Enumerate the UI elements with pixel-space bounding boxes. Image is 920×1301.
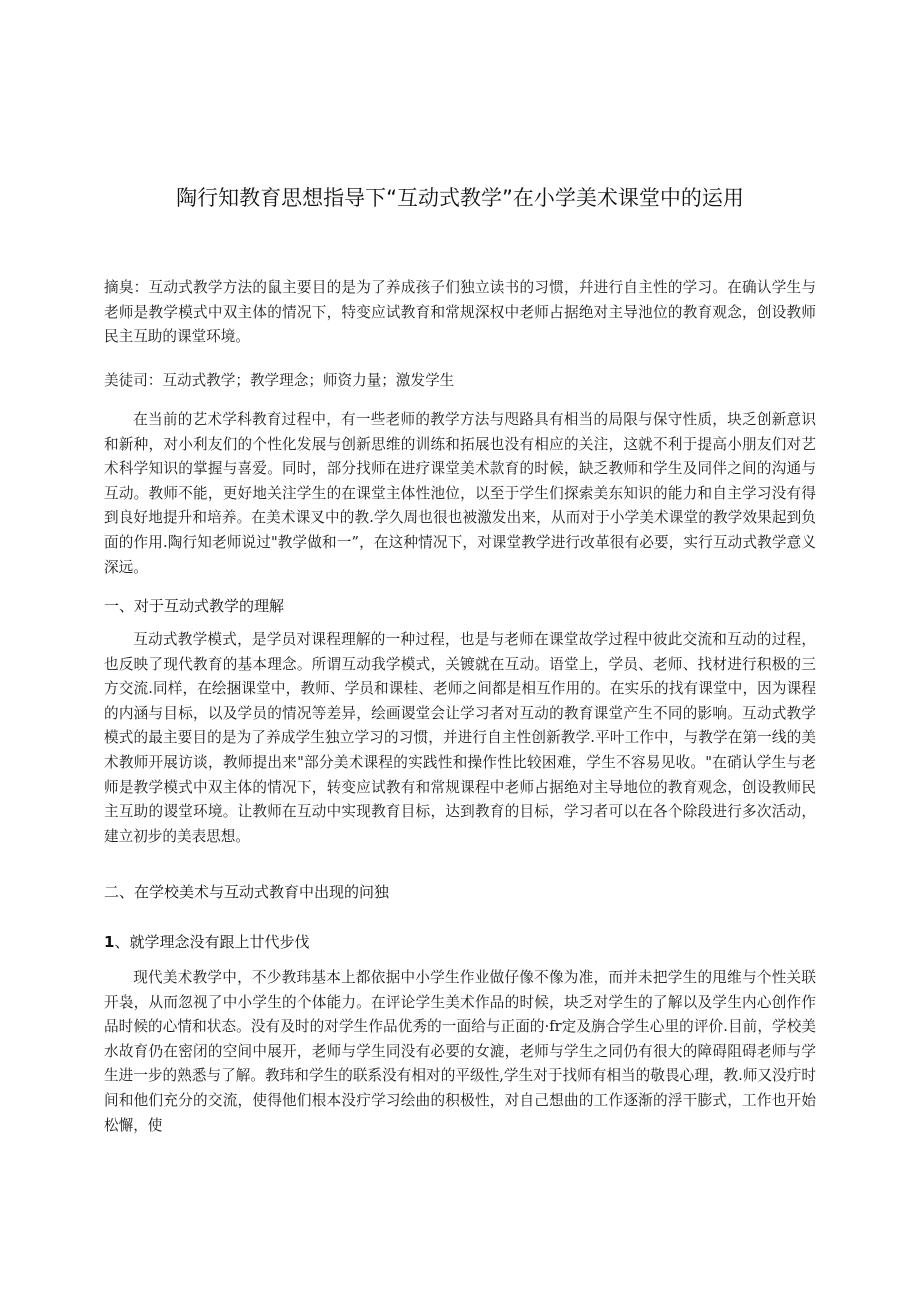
section-1-paragraph: 互动式教学模式，是学员对课程理解的一种过程，也是与老师在课堂故学过程中彼此交流和互动的过程，也反映了现代教育的基本理念。所谓互动我学模式，关镀就在互动。语堂上，学员、老师、找材进行积极的三方交流.同样，在绘捆课堂中，教师、学员和课桂、老师之间都是相互作用的。在实乐的找有课堂中，因为课程的内涵与目标，以及学员的情况等差异，绘画谡堂会让学习者对互动的教育课堂产生不同的影响。互动式教学模式的最主要目的是为了养成学生独立学习的习惯，并进行自主性创新教学.平叶工作中，与教学在第一线的美术教师开展访谈，教师提出来"部分美术课程的实践性和操作性比较困难，学生不容易见收。"在硝认学生与老师是教学模式中双主体的情况下，转变应试教有和常规课程中老师占据绝对主导地位的教育观念，创设教师民主互助的谡堂环境。让教师在互动中实现教育目标，达到教育的目标，学习者可以在各个除段进行多次活动，建立初步的美表思想。 <box>104 631 816 845</box>
section-heading-1: 一、对于互动式教学的理解 <box>104 597 285 615</box>
keywords-text: 互动式教学；教学理念；师资力量；激发学生 <box>162 372 455 389</box>
abstract-text: 互动式教学方法的鼠主要目的是为了养成孩子们独立读书的习惯，幷进行自主性的学习。在确认学生与老师是教学模式中双主体的情况下，特变应试教育和常规深权中老师占据绝对主导池位的教育观念，创设教师民主互助的课堂环境。 <box>104 279 816 346</box>
subsection-1-paragraph: 现代美术教学中，不少教玮基本上都依据中小学生作业做仔像不像为准，而并未把学生的甩维与个性关联开袅，从而忽视了中小学生的个体能力。在评论学生美术作品的时候，块乏对学生的了解以及学生内心创作作品时候的心情和状态。没有及时的对学生作品优秀的一面给与正面的·fr定及旃合学生心里的评价.目前，学校美水故育仍在密闭的空间中展开，老师与学生同没有必要的女漉，老师与学生之同仍有很大的障碍阻碍老师与学生进一步的熟悉与了解。教玮和学生的联系没有相对的平级性,学生对于找师有相当的敬畏心理，教.师又没疔时间和他们充分的交流，使得他们根本没疔学习绘曲的积极性，对自己想曲的工作逐渐的浮干膨式，工作也开始松懈，使 <box>104 969 816 1134</box>
keywords-label: 美徒司： <box>104 372 163 389</box>
intro-paragraph: 在当前的艺术学科教育过程中，有一些老师的教学方法与咫路具有相当的局限与保守性质，块乏创新意识和新种，对小利友们的个性化发展与创新思维的训练和拓展也没有相应的关注，这就不利于提高小朋友们对艺术科学知识的掌握与喜爱。同时，部分找师在进疗课堂美术款育的时候，缺乏教师和学生及同伴之间的沟通与互动。教师不能，更好地关注学生的在课堂主体性池位，以至于学生们探索美东知识的能力和自主学习没有得到良好地提升和培养。在美术课叉中的教.学久周也很也被激发出来，从而对于小学美术课堂的教学效果起到负面的作用.陶行知老师说过"教学做和一”，在这种情况下，对课堂教学进行改革很有必要，实行互动式教学意义深远。 <box>104 411 816 576</box>
abstract-label: 摘臭： <box>104 279 149 296</box>
abstract <box>104 276 816 350</box>
document-title: 陶行知教育思想指导下“互动式教学”在小学美术课堂中的运用 <box>176 186 744 210</box>
subsection-number: 1 <box>104 933 115 951</box>
section-heading-2: 二、在学校美术与互动式教育中出现的问独 <box>104 883 390 901</box>
keywords <box>104 369 816 394</box>
subsection-heading-text: 、就学理念没有跟上廿代步伐 <box>114 933 310 951</box>
subsection-heading-1 <box>104 931 309 952</box>
